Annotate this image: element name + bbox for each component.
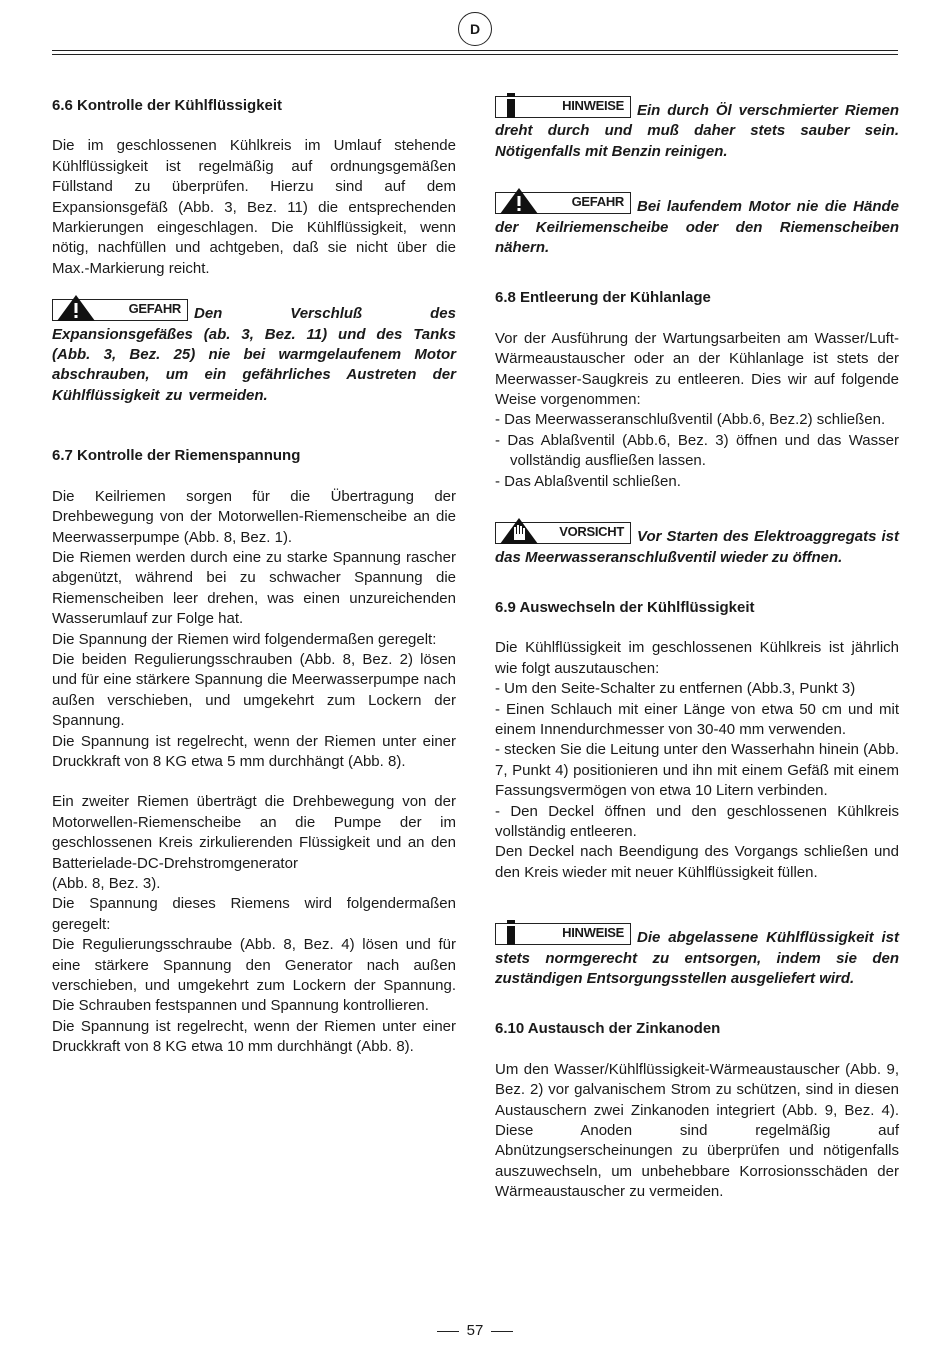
section-title-6-9: 6.9 Auswechseln der Kühlflüssigkeit [495, 598, 755, 616]
paragraph: Die Spannung dieses Riemens wird folgendermaßen geregelt: [52, 895, 456, 933]
caution-text: Vor Starten des Elektroaggregats ist das Meerwasseranschlußventil wieder zu öffnen. [495, 528, 899, 566]
footer-rule [437, 1331, 459, 1332]
paragraph: Die Kühlflüssigkeit im geschlossenen Kühlkreis ist jährlich wie folgt auszutauschen: [495, 639, 899, 677]
warning-triangle-icon [496, 187, 542, 215]
badge-label: VORSICHT [559, 524, 624, 540]
info-badge [495, 923, 631, 945]
badge-label: HINWEISE [562, 925, 624, 941]
info-text: Die abgelassene Kühlflüssigkeit ist stets normgerecht zu entsorgen, indem sie den zuständigen Entsorgungsstellen ausgeliefert wird. [495, 929, 899, 987]
paragraph: Die Spannung der Riemen wird folgendermaßen geregelt: [52, 630, 437, 648]
badge-label: GEFAHR [128, 301, 181, 317]
footer-rule [491, 1331, 513, 1332]
warning-note [495, 192, 899, 258]
paragraph: Vor der Ausführung der Wartungsarbeiten am Wasser/Luft-Wärmeaustauscher oder an der Kühlanlage ist stets der Meerwasser-Saugkreis zu entleeren. Dies wir auf folgende Weise vorgenommen: [495, 329, 899, 409]
paragraph: Die Riemen werden durch eine zu starke Spannung rascher abgenützt, während bei zu schwacher Spannung die Riemenscheiben leer drehen, was einen unzureichenden Wasserumlauf zur Folge hat. [52, 548, 456, 628]
info-exclamation-icon [496, 918, 526, 946]
list-item: - Das Ablaßventil schließen. [495, 472, 681, 490]
paragraph: Die beiden Regulierungsschrauben (Abb. 8, Bez. 2) lösen und für eine stärkere Spannung die Meerwasserpumpe nach außen verschieben, und umgekehrt zum Lockern der Spannung. [52, 650, 456, 730]
info-note [495, 96, 899, 162]
warning-text: Bei laufendem Motor nie die Hände der Keilriemenscheibe oder den Riemenscheiben nähern. [495, 198, 899, 257]
warning-badge [495, 192, 631, 214]
info-badge [495, 96, 631, 118]
warning-badge [52, 299, 188, 321]
step-list [495, 410, 899, 492]
section-title-6-10: 6.10 Austausch der Zinkanoden [495, 1020, 721, 1038]
paragraph: Die Keilriemen sorgen für die Übertragung der Drehbewegung von der Motorwellen-Riemenscheibe an die Meerwasserpumpe (Abb. 8, Bez. 1). [52, 487, 456, 546]
info-exclamation-icon [496, 91, 526, 119]
header-rule [52, 50, 898, 51]
paragraph: Die Spannung ist regelrecht, wenn der Riemen unter einer Druckkraft von 8 KG etwa 10 mm durchhängt (Abb. 8). [52, 1017, 456, 1056]
paragraph: Den Deckel nach Beendigung des Vorgangs schließen und den Kreis wieder mit neuer Kühlflüssigkeit füllen. [495, 843, 899, 881]
section-title-6-6: 6.6 Kontrolle der Kühlflüssigkeit [52, 97, 283, 114]
info-text: Ein durch Öl verschmierter Riemen dreht durch und muß daher stets sauber sein. Nötigenfalls mit Benzin reinigen. [495, 102, 899, 160]
paragraph: Die Regulierungsschraube (Abb. 8, Bez. 4) lösen und für eine stärkere Spannung den Generator nach außen verschieben, und umgekehrt zum Lockern der Spannung. Die Schrauben festspannen und Spannung kontrollieren. [52, 936, 456, 1015]
badge-label: HINWEISE [562, 98, 624, 113]
paragraph: - Den Deckel öffnen und den geschlossenen Kühlkreis vollständig entleeren. [495, 802, 899, 840]
left-column [52, 96, 456, 1058]
warning-text: Den Verschluß des Expansionsgefäßes (ab. 3, Bez. 11) und des Tanks (Abb. 3, Bez. 25) nie bei warmgelaufenem Motor abschrauben, um ein gefährliches Austreten der Kühlflüssigkeit zu vermeiden. [52, 305, 456, 404]
paragraph: - Um den Seite-Schalter zu entfernen (Abb.3, Punkt 3) [495, 680, 856, 698]
section-title-6-8: 6.8 Entleerung der Kühlanlage [495, 289, 711, 307]
header-rule-thin [52, 54, 898, 55]
paragraph: Die Spannung ist regelrecht, wenn der Riemen unter einer Druckkraft von 8 KG etwa 5 mm durchhängt (Abb. 8). [52, 732, 456, 770]
paragraph: Die im geschlossenen Kühlkreis im Umlauf stehende Kühlflüssigkeit ist regelmäßig auf ordnungsgemäßen Füllstand zu überprüfen. Hierzu sind auf dem Expansionsgefäß (Abb. 3, Bez. 11) die entsprechenden Markierungen eingeschlagen. Die Kühlflüssigkeit, wenn nötig, nachfüllen und achtgeben, daß sie nicht über die Max.-Markierung reicht. [52, 137, 456, 277]
paragraph: - Einen Schlauch mit einer Länge von etwa 50 cm und mit einem Innendurchmesser von 30-40 mm verwenden. [495, 700, 899, 738]
list-item: - Das Meerwasseranschlußventil (Abb.6, Bez.2) schließen. [495, 411, 886, 429]
list-item: - Das Ablaßventil (Abb.6, Bez. 3) öffnen und das Wasser vollständig ausfließen lassen. [495, 431, 899, 470]
hand-stop-icon [496, 517, 542, 545]
caution-badge [495, 522, 631, 544]
badge-label: GEFAHR [571, 194, 624, 210]
warning-note [52, 299, 456, 406]
caution-note [495, 522, 899, 568]
paragraph: - stecken Sie die Leitung unter den Wasserhahn hinein (Abb. 7, Punkt 4) positionieren und ihn mit einem Gefäß mit einem Fassungsvermögen von etwa 10 Litern verbinden. [495, 741, 899, 800]
paragraph: (Abb. 8, Bez. 3). [52, 875, 161, 892]
paragraph: Ein zweiter Riemen überträgt die Drehbewegung von der Motorwellen-Riemenscheibe an die Pumpe der im geschlossenen Kreis zirkulierenden Flüssigkeit und an den Batterielade-DC-Drehstromgenerator [52, 793, 456, 872]
warning-triangle-icon [53, 294, 99, 322]
page-number: 57 [466, 1322, 484, 1339]
paragraph: Um den Wasser/Kühlflüssigkeit-Wärmeaustauscher (Abb. 9, Bez. 2) vor galvanischem Strom zu schützen, sind in diesen Austauschern zwei Zinkanoden integriert (Abb. 9, Bez. 4). Diese Anoden sind regelmäßig auf Abnützungserscheinungen zu überprüfen und nötigenfalls auszuwechseln, um unbehebbare Korrosionsschäden der Wärmeaustauscher zu vermeiden. [495, 1060, 899, 1201]
right-column [495, 96, 899, 1203]
page-footer [0, 1322, 950, 1339]
section-title-6-7: 6.7 Kontrolle der Riemenspannung [52, 447, 301, 465]
language-badge: D [458, 12, 492, 46]
info-note [495, 923, 899, 989]
